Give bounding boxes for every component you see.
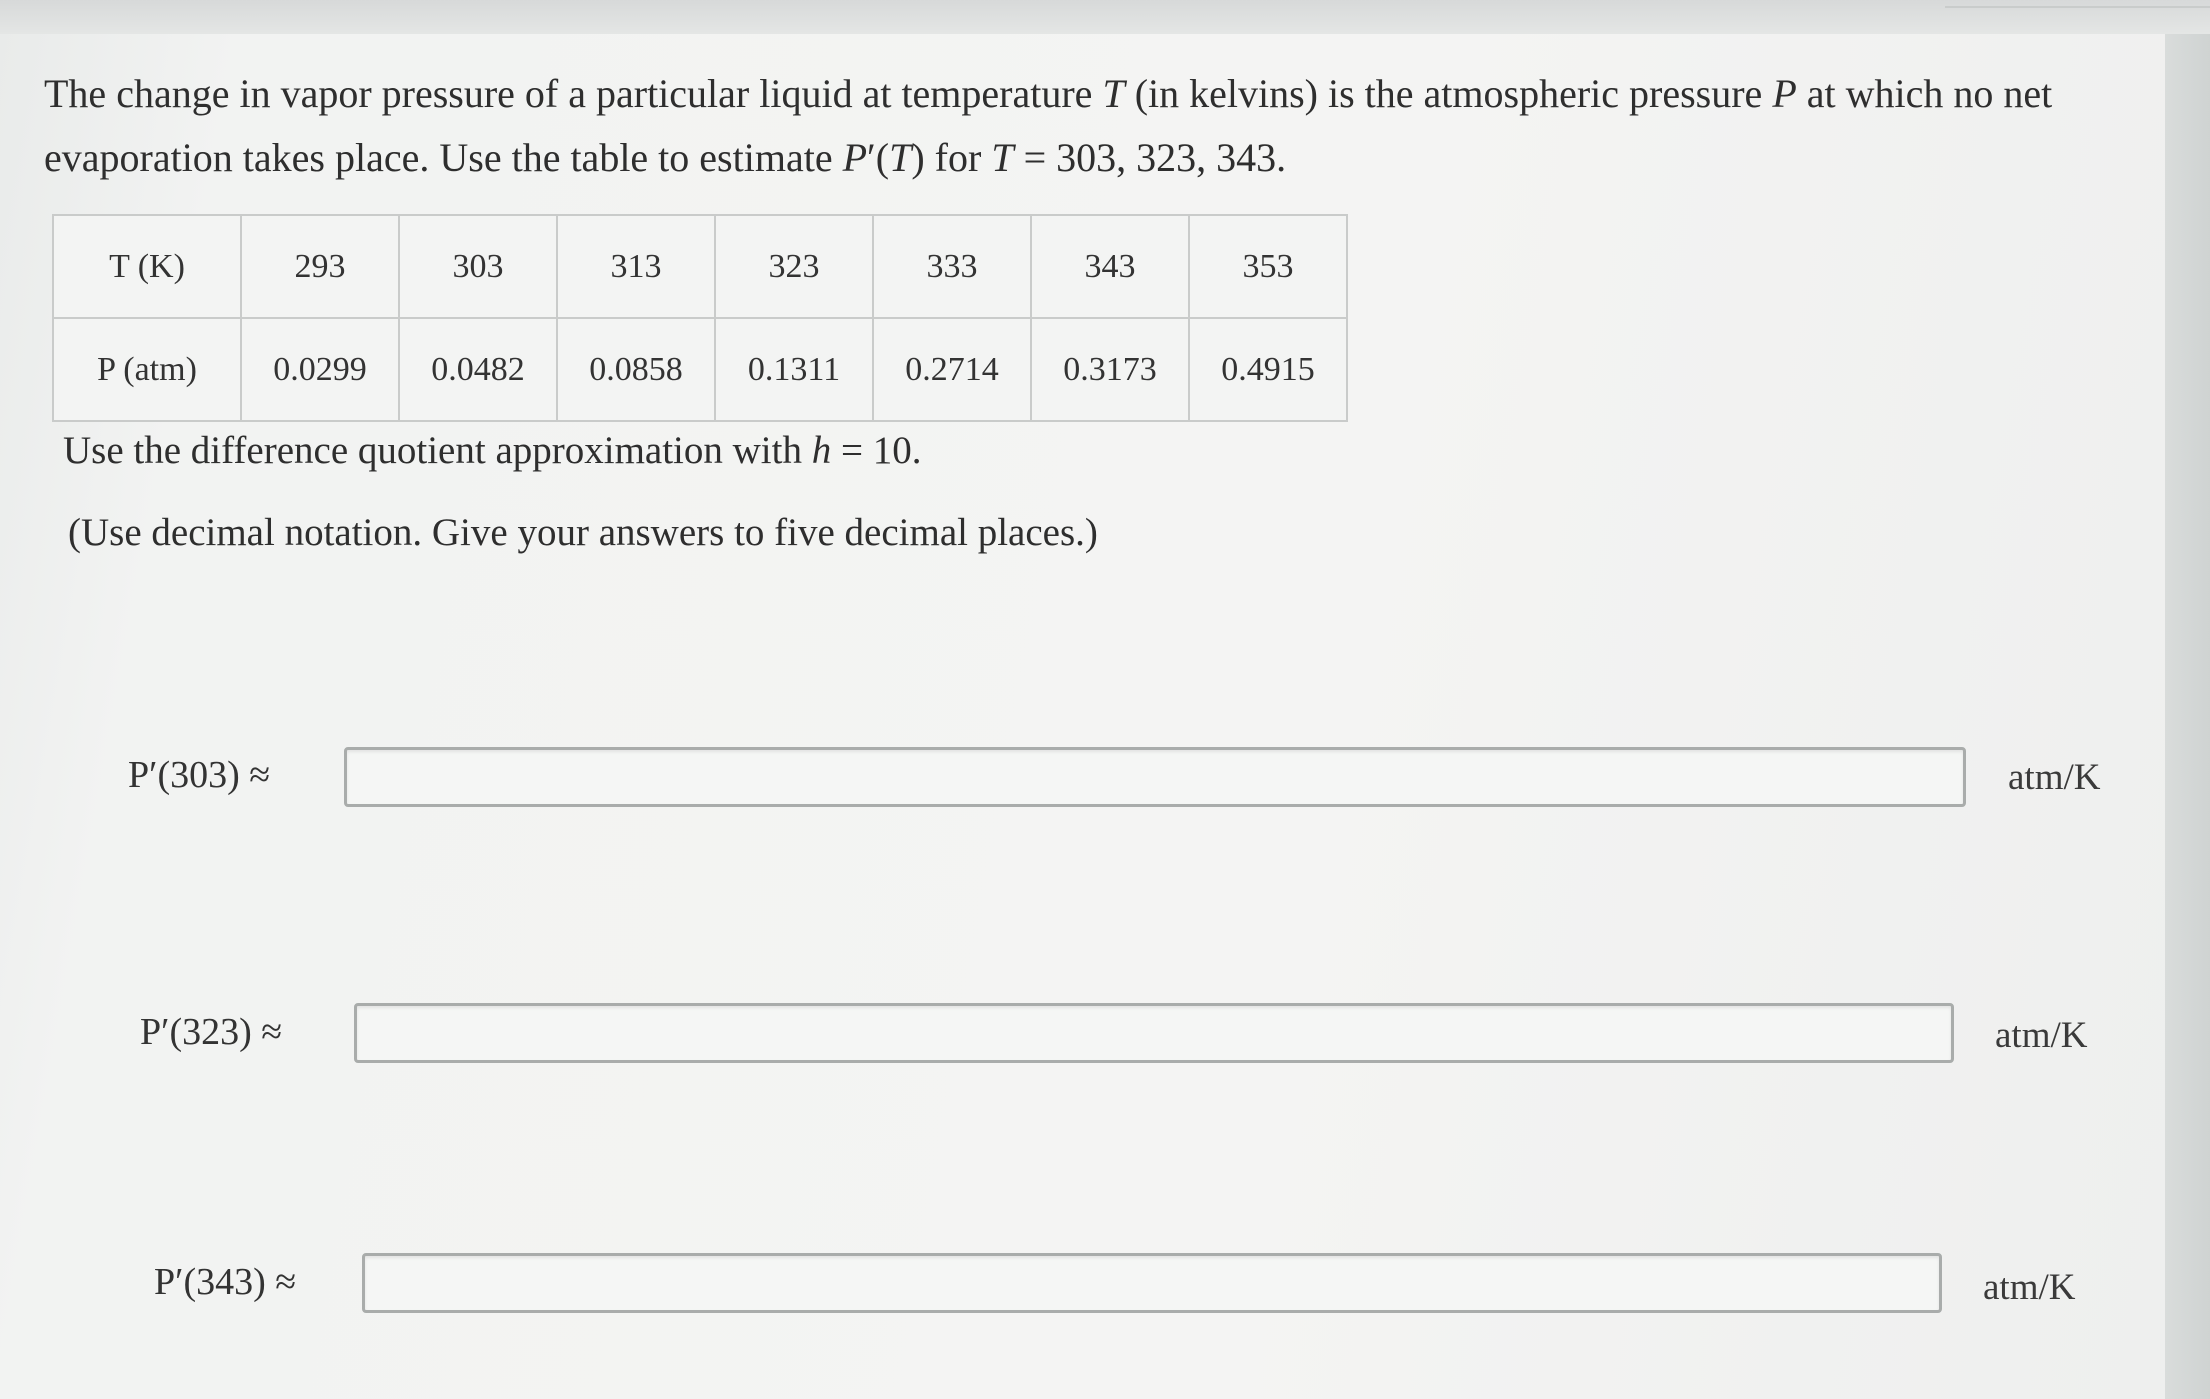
table-cell: 0.0858 bbox=[557, 318, 715, 421]
note-text-segment: Use the difference quotient approximation with bbox=[63, 429, 812, 472]
table-row-pressure bbox=[53, 318, 1347, 421]
difference-quotient-note bbox=[63, 428, 921, 473]
note-text-segment: = 10. bbox=[831, 429, 922, 472]
table-cell: 0.2714 bbox=[873, 318, 1031, 421]
question-line-1 bbox=[44, 62, 2194, 126]
question-text bbox=[44, 62, 2194, 190]
table-cell: 303 bbox=[399, 215, 557, 318]
variable-T: T bbox=[1102, 71, 1125, 116]
variable-P: P bbox=[842, 135, 868, 180]
top-strip bbox=[0, 0, 2210, 34]
unit-label-303: atm/K bbox=[2008, 757, 2101, 798]
answer-label-303: P′(303) ≈ bbox=[128, 754, 271, 796]
table-cell: 0.0299 bbox=[241, 318, 399, 421]
question-text-segment: at which no net bbox=[1796, 71, 2053, 116]
table-cell: 353 bbox=[1189, 215, 1347, 318]
answer-input-343[interactable] bbox=[362, 1253, 1942, 1313]
question-text-segment: evaporation takes place. Use the table to estimate bbox=[44, 135, 843, 180]
table-cell: 343 bbox=[1031, 215, 1189, 318]
table-row-temperature bbox=[53, 215, 1347, 318]
table-cell: 333 bbox=[873, 215, 1031, 318]
table-cell: 0.4915 bbox=[1189, 318, 1347, 421]
question-text-segment: The change in vapor pressure of a particular liquid at temperature bbox=[44, 71, 1103, 116]
answer-input-303[interactable] bbox=[344, 747, 1966, 807]
variable-T: T bbox=[991, 135, 1014, 180]
table-cell: 0.0482 bbox=[399, 318, 557, 421]
table-cell: 0.3173 bbox=[1031, 318, 1189, 421]
table-header-temperature: T (K) bbox=[53, 215, 241, 318]
format-note: (Use decimal notation. Give your answers to five decimal places.) bbox=[68, 511, 1098, 554]
top-edge-line bbox=[1945, 6, 2210, 8]
table-cell: 0.1311 bbox=[715, 318, 873, 421]
question-text-segment: ) for bbox=[911, 135, 992, 180]
question-line-2 bbox=[44, 126, 2194, 190]
variable-P: P bbox=[1772, 71, 1797, 116]
question-text-segment: (in kelvins) is the atmospheric pressure bbox=[1124, 71, 1773, 116]
data-table bbox=[52, 214, 1348, 422]
answer-label-343: P′(343) ≈ bbox=[154, 1261, 297, 1303]
table-cell: 313 bbox=[557, 215, 715, 318]
table-cell: 323 bbox=[715, 215, 873, 318]
variable-T: T bbox=[889, 135, 912, 180]
table-cell: 293 bbox=[241, 215, 399, 318]
answer-label-323: P′(323) ≈ bbox=[140, 1011, 283, 1053]
question-text-segment: = 303, 323, 343. bbox=[1013, 135, 1287, 180]
right-edge bbox=[2165, 34, 2210, 1399]
answer-input-323[interactable] bbox=[354, 1003, 1954, 1063]
unit-label-343: atm/K bbox=[1983, 1267, 2076, 1308]
table-header-pressure: P (atm) bbox=[53, 318, 241, 421]
variable-h: h bbox=[811, 429, 832, 472]
question-text-segment: ′( bbox=[867, 135, 890, 180]
unit-label-323: atm/K bbox=[1995, 1015, 2088, 1056]
